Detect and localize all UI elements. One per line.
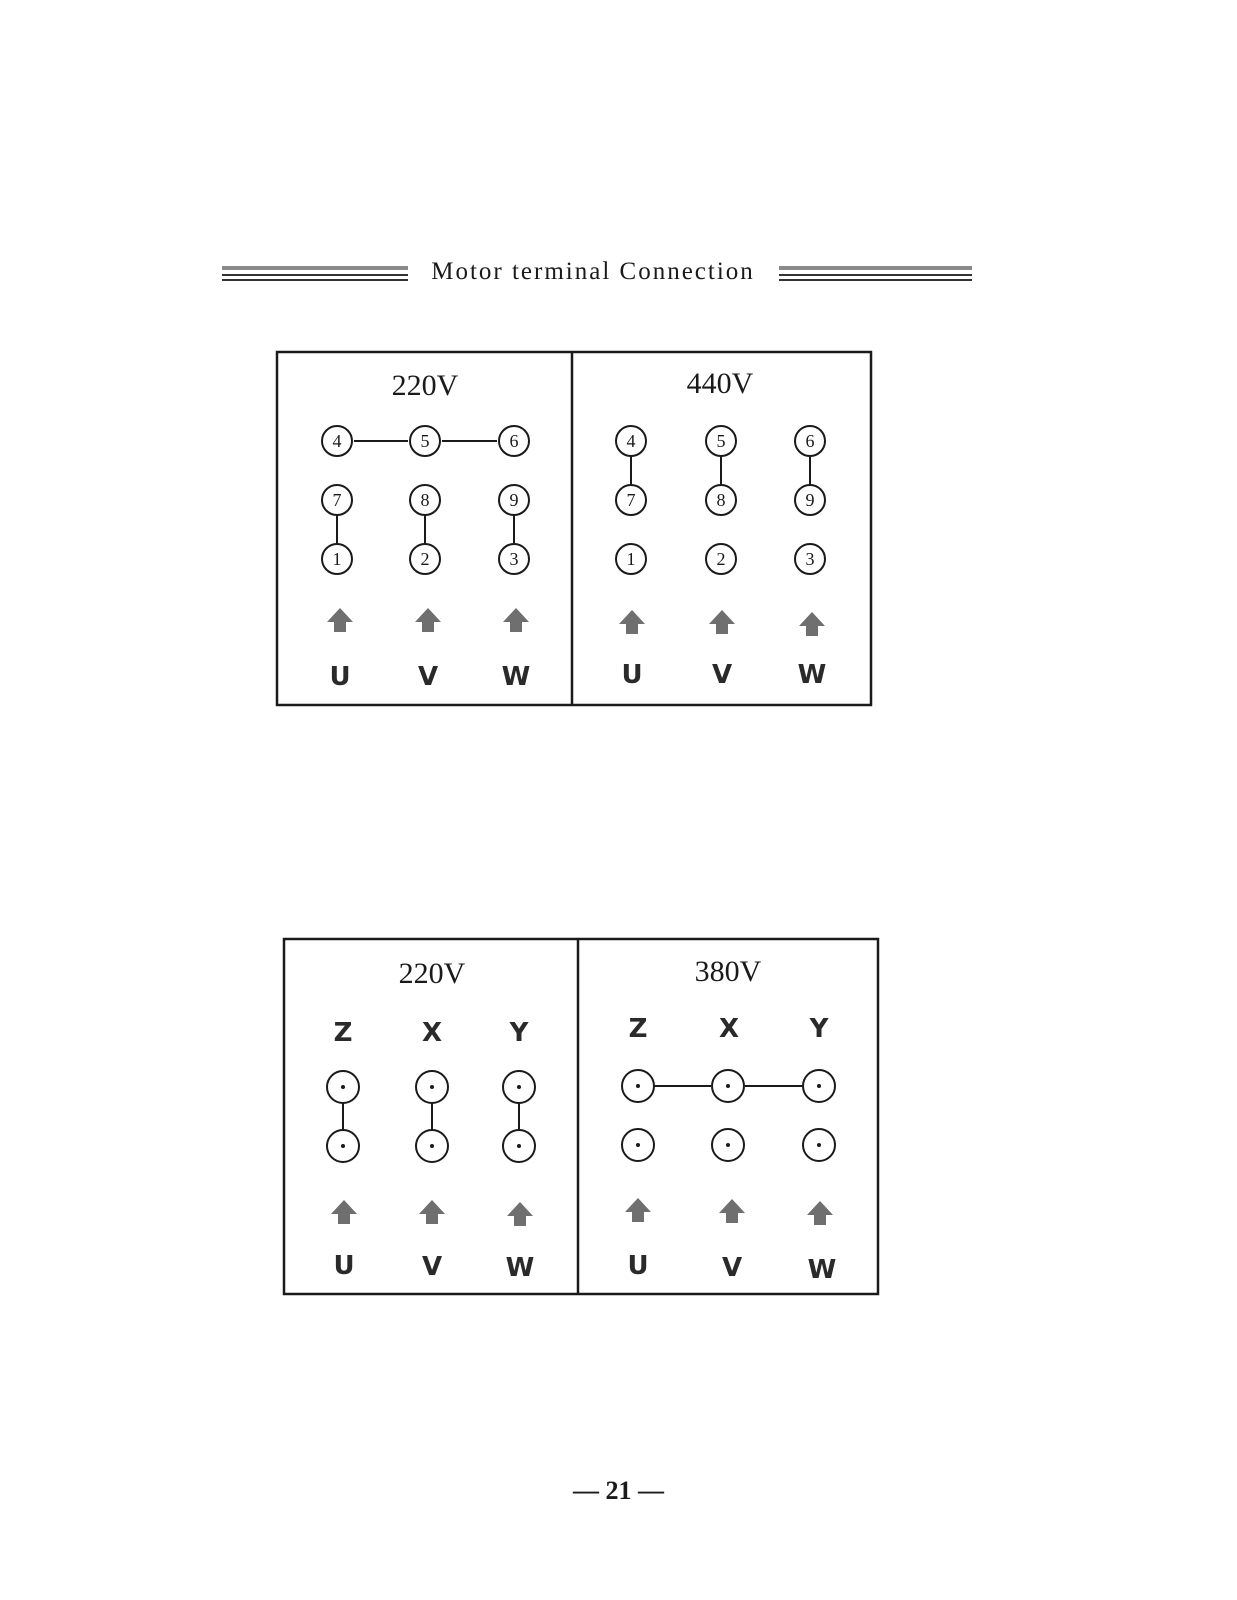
- panel-380v-six-terminal: [622, 955, 836, 1285]
- phase-label: V: [711, 660, 733, 690]
- terminal-labels: [629, 1014, 830, 1044]
- terminal-label: Y: [809, 1014, 829, 1044]
- up-arrow-icon: [419, 1200, 445, 1224]
- terminal-number: 5: [716, 431, 726, 451]
- panel-220v-nine-terminal: [322, 369, 530, 692]
- top-table-border: [277, 352, 871, 705]
- supply-phases: [627, 1251, 836, 1285]
- terminal-label: X: [718, 1014, 740, 1044]
- voltage-label: 220V: [398, 957, 466, 990]
- up-arrow-icon: [709, 610, 735, 634]
- phase-label: V: [721, 1253, 743, 1283]
- supply-phases: [621, 660, 826, 690]
- terminal-number: 4: [626, 431, 636, 451]
- terminal-number: 8: [420, 490, 430, 510]
- terminal-label: Z: [333, 1018, 353, 1048]
- phase-label: W: [505, 1253, 535, 1283]
- terminal-number: 3: [509, 549, 519, 569]
- panel-220v-six-terminal: [327, 957, 535, 1283]
- up-arrow-icon: [503, 608, 529, 632]
- phase-label: W: [797, 660, 827, 690]
- voltage-label: 220V: [391, 369, 459, 402]
- up-arrow-icon: [327, 608, 353, 632]
- phase-label: U: [627, 1251, 649, 1281]
- terminal-number: 9: [509, 490, 519, 510]
- up-arrow-icon: [415, 608, 441, 632]
- terminal-label: X: [421, 1018, 443, 1048]
- terminal-number: 1: [332, 549, 342, 569]
- supply-phases: [329, 662, 530, 692]
- phase-label: V: [421, 1252, 443, 1282]
- supply-arrows: [619, 610, 825, 636]
- terminal-number: 3: [805, 549, 815, 569]
- phase-label: W: [807, 1255, 837, 1285]
- terminal-number: 9: [805, 490, 815, 510]
- terminal-number: 7: [332, 490, 342, 510]
- terminal-circles: [622, 1070, 835, 1161]
- terminal-labels: [334, 1018, 530, 1048]
- supply-phases: [333, 1251, 534, 1283]
- heading-title: Motor terminal Connection: [431, 258, 755, 285]
- terminal-number: 1: [626, 549, 636, 569]
- up-arrow-icon: [799, 612, 825, 636]
- panel-440v-nine-terminal: [616, 367, 826, 690]
- bottom-table-border: [284, 939, 878, 1294]
- terminal-label: Y: [509, 1018, 529, 1048]
- phase-label: U: [333, 1251, 355, 1281]
- terminal-links: [631, 456, 810, 485]
- terminal-links: [343, 1102, 519, 1130]
- supply-arrows: [625, 1198, 833, 1225]
- up-arrow-icon: [619, 610, 645, 634]
- bottom-connection-table: [284, 939, 878, 1294]
- supply-arrows: [331, 1200, 533, 1226]
- up-arrow-icon: [807, 1201, 833, 1225]
- voltage-label: 440V: [686, 367, 754, 400]
- page-number: — 21 —: [573, 1476, 664, 1505]
- terminal-number: 2: [420, 549, 430, 569]
- terminal-number: 7: [626, 490, 636, 510]
- phase-label: W: [501, 662, 531, 692]
- supply-arrows: [327, 608, 529, 632]
- up-arrow-icon: [507, 1202, 533, 1226]
- up-arrow-icon: [719, 1199, 745, 1223]
- terminal-number: 4: [332, 431, 342, 451]
- voltage-label: 380V: [694, 955, 762, 988]
- terminal-number: 5: [420, 431, 430, 451]
- up-arrow-icon: [625, 1198, 651, 1222]
- up-arrow-icon: [331, 1200, 357, 1224]
- terminal-number: 6: [805, 431, 815, 451]
- terminal-number: 2: [716, 549, 726, 569]
- phase-label: V: [417, 662, 439, 692]
- phase-label: U: [621, 660, 643, 690]
- terminal-number: 8: [716, 490, 726, 510]
- terminal-number: 6: [509, 431, 519, 451]
- top-connection-table: [277, 352, 871, 705]
- terminal-label: Z: [628, 1014, 648, 1044]
- phase-label: U: [329, 662, 351, 692]
